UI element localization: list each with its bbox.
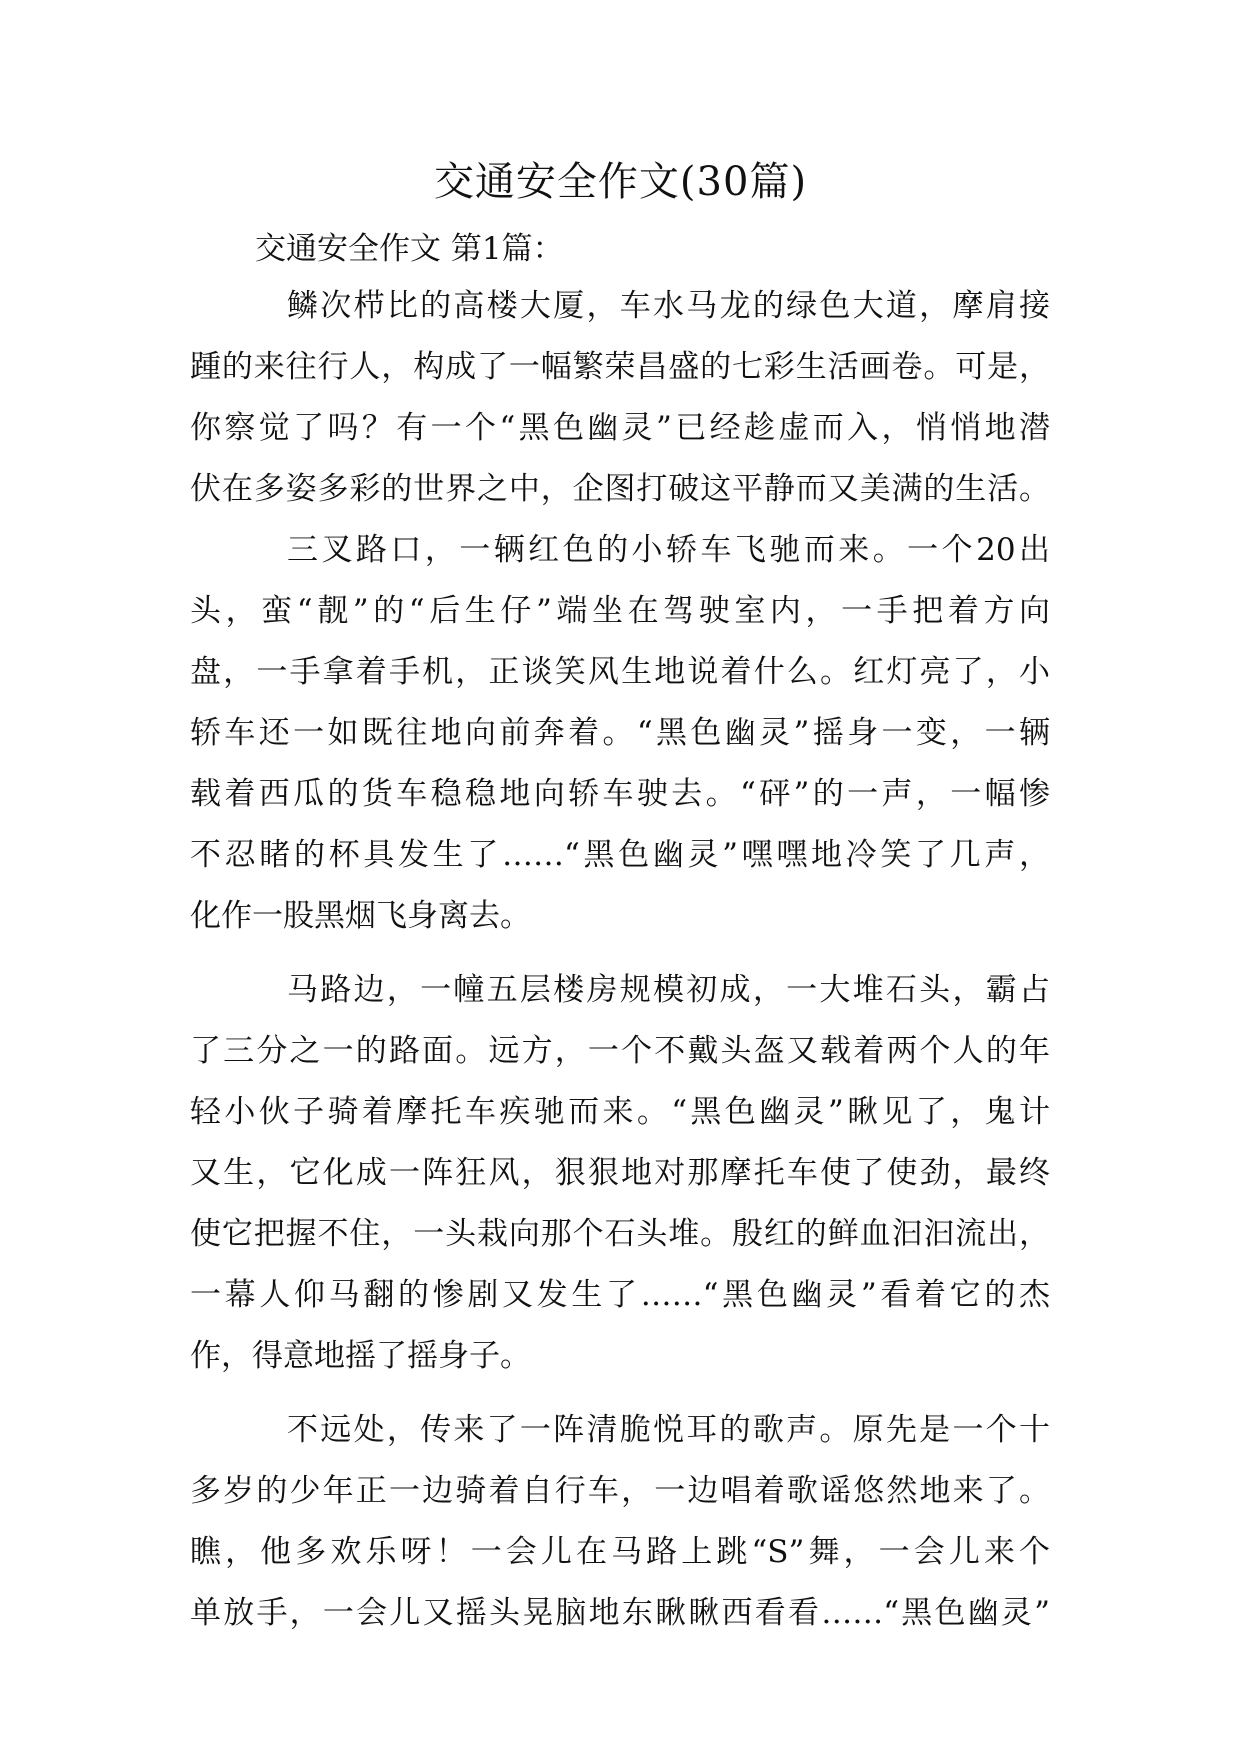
text-line: 你察觉了吗？有一个“黑色幽灵”已经趁虚而入，悄悄地潜 <box>190 410 1050 446</box>
text-line: 鳞次栉比的高楼大厦，车水马龙的绿色大道，摩肩接 <box>287 288 1050 324</box>
text-line: 不远处，传来了一阵清脆悦耳的歌声。原先是一个十 <box>287 1412 1050 1448</box>
section-heading: 交通安全作文 第1篇： <box>255 231 564 267</box>
text-line: 了三分之一的路面。远方，一个不戴头盔又载着两个人的年 <box>190 1033 1050 1069</box>
paragraph <box>190 520 1050 947</box>
text-line: 使它把握不住，一头栽向那个石头堆。殷红的鲜血汩汩流出， <box>190 1216 1050 1252</box>
text-line: 马路边，一幢五层楼房规模初成，一大堆石头，霸占 <box>287 972 1050 1008</box>
text-line: 不忍睹的杯具发生了……“黑色幽灵”嘿嘿地冷笑了几声， <box>190 837 1050 873</box>
paragraph <box>190 960 1050 1387</box>
text-line: 头，蛮“靓”的“后生仔”端坐在驾驶室内，一手把着方向 <box>190 593 1050 629</box>
document-title: 交通安全作文(30篇) <box>433 159 808 205</box>
text-line: 轻小伙子骑着摩托车疾驰而来。“黑色幽灵”瞅见了，鬼计 <box>190 1094 1050 1130</box>
text-line: 瞧，他多欢乐呀！一会儿在马路上跳“S”舞，一会儿来个 <box>190 1534 1050 1570</box>
text-line: 踵的来往行人，构成了一幅繁荣昌盛的七彩生活画卷。可是， <box>190 349 1050 385</box>
paragraph <box>190 1400 1050 1644</box>
text-line: 多岁的少年正一边骑着自行车，一边唱着歌谣悠然地来了。 <box>190 1473 1050 1509</box>
text-line: 载着西瓜的货车稳稳地向轿车驶去。“砰”的一声，一幅惨 <box>190 776 1050 812</box>
text-line: 又生，它化成一阵狂风，狠狠地对那摩托车使了使劲，最终 <box>190 1155 1050 1191</box>
text-line: 单放手，一会儿又摇头晃脑地东瞅瞅西看看……“黑色幽灵” <box>190 1595 1050 1631</box>
text-line: 作，得意地摇了摇身子。 <box>190 1338 531 1374</box>
text-line: 化作一股黑烟飞身离去。 <box>190 898 531 934</box>
paragraph <box>190 276 1050 520</box>
text-line: 一幕人仰马翻的惨剧又发生了……“黑色幽灵”看着它的杰 <box>190 1277 1050 1313</box>
text-line: 轿车还一如既往地向前奔着。“黑色幽灵”摇身一变，一辆 <box>190 715 1050 751</box>
text-line: 伏在多姿多彩的世界之中，企图打破这平静而又美满的生活。 <box>190 471 1050 507</box>
essay-body <box>190 276 1050 1644</box>
text-line: 三叉路口，一辆红色的小轿车飞驰而来。一个20出 <box>287 532 1050 568</box>
text-line: 盘，一手拿着手机，正谈笑风生地说着什么。红灯亮了，小 <box>190 654 1050 690</box>
